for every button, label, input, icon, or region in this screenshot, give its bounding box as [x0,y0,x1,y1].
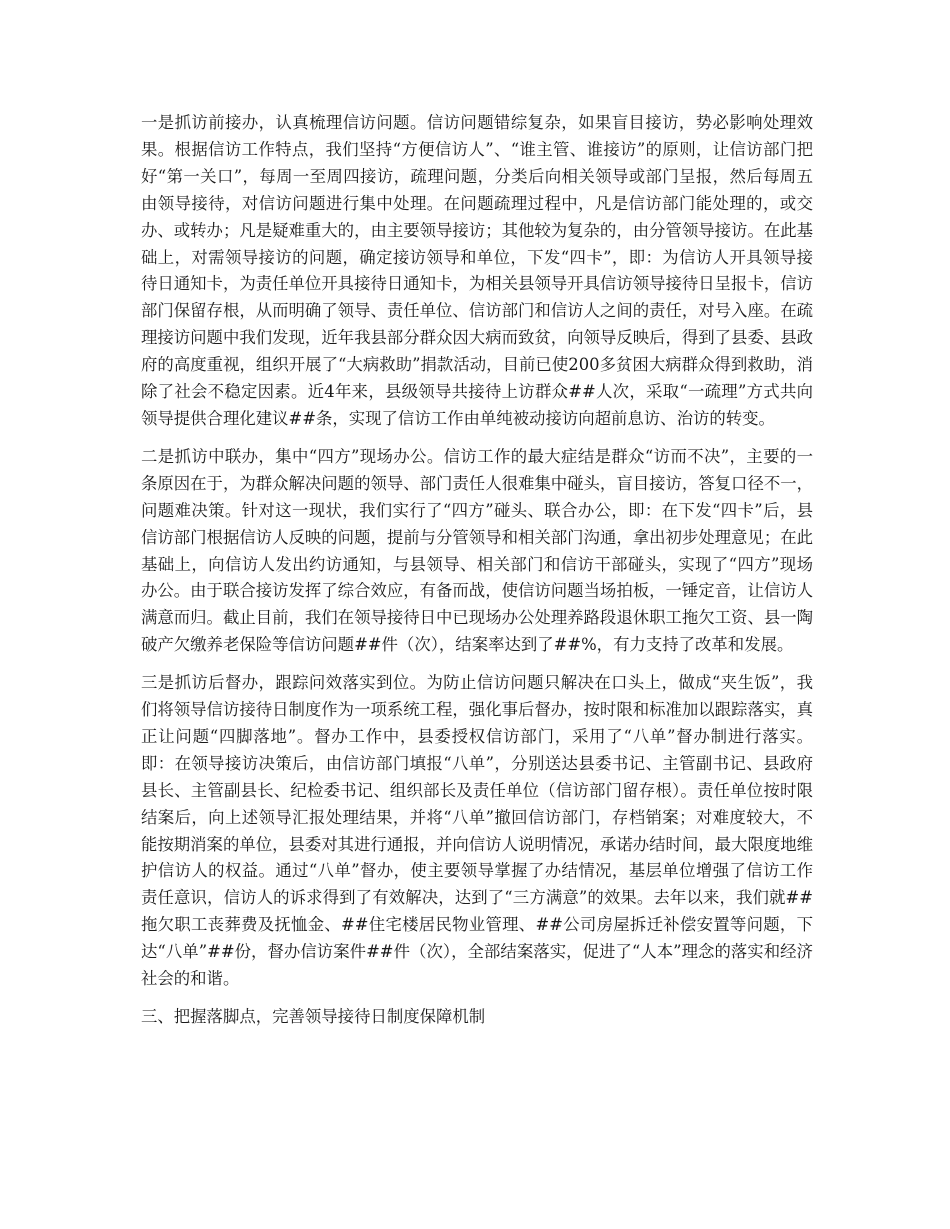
section-heading: 三、把握落脚点，完善领导接待日制度保障机制 [141,1007,486,1026]
document-body [141,110,813,1031]
paragraph-post-visit: 三是抓访后督办，跟踪问效落实到位。为防止信访问题只解决在口头上，做成“夹生饭”，我们将领导信访接待日制度作为一项系统工程，强化事后督办，按时限和标准加以跟踪落实，真正让问题“四脚落地”。督办工作中，县委授权信访部门，采用了“八单”督办制进行落实。即：在领导接访决策后，由信访部门填报“八单”，分别送达县委书记、主管副书记、县政府县长、主管副县长、纪检委书记、组织部长及责任单位（信访部门留存根）。责任单位按时限结案后，向上述领导汇报处理结果，并将“八单”撤回信访部门，存档销案；对难度较大，不能按期消案的单位，县委对其进行通报，并向信访人说明情况，承诺办结时间，最大限度地维护信访人的权益。通过“八单”督办，使主要领导掌握了办结情况，基层单位增强了信访工作责任意识，信访人的诉求得到了有效解决，达到了“三方满意”的效果。去年以来，我们就##拖欠职工丧葬费及抚恤金、##住宅楼居民物业管理、##公司房屋拆迁补偿安置等问题，下达“八单”##份，督办信访案件##件（次），全部结案落实，促进了“人本”理念的落实和经济社会的和谐。 [141,673,814,989]
paragraph-mid-visit: 二是抓访中联办，集中“四方”现场办公。信访工作的最大症结是群众“访而不决”，主要的一条原因在于，为群众解决问题的领导、部门责任人很难集中碰头，盲目接访，答复口径不一，问题难决策。针对这一现状，我们实行了“四方”碰头、联合办公，即：在下发“四卡”后，县信访部门根据信访人反映的问题，提前与分管领导和相关部门沟通，拿出初步处理意见；在此基础上，向信访人发出约访通知，与县领导、相关部门和信访干部碰头，实现了“四方”现场办公。由于联合接访发挥了综合效应，有备而战，使信访问题当场拍板，一锤定音，让信访人满意而归。截止目前，我们在领导接待日中已现场办公处理养路段退休职工拖欠工资、县一陶破产欠缴养老保险等信访问题##件（次），结案率达到了##%，有力支持了改革和发展。 [141,446,814,655]
paragraph-pre-visit: 一是抓访前接办，认真梳理信访问题。信访问题错综复杂，如果盲目接访，势必影响处理效果。根据信访工作特点，我们坚持“方便信访人”、“谁主管、谁接访”的原则，让信访部门把好“第一关口”，每周一至周四接访，疏理问题，分类后向相关领导或部门呈报，然后每周五由领导接待，对信访问题进行集中处理。在问题疏理过程中，凡是信访部门能处理的，或交办、或转办；凡是疑难重大的，由主要领导接访；其他较为复杂的，由分管领导接访。在此基础上，对需领导接访的问题，确定接访领导和单位，下发“四卡”，即：为信访人开具领导接待日通知卡，为责任单位开具接待日通知卡，为相关县领导开具信访领导接待日呈报卡，信访部门保留存根，从而明确了领导、责任单位、信访部门和信访人之间的责任，对号入座。在疏理接访问题中我们发现，近年我县部分群众因大病而致贫，向领导反映后，得到了县委、县政府的高度重视，组织开展了“大病救助”捐款活动，目前已使200多贫困大病群众得到救助，消除了社会不稳定因素。近4年来，县级领导共接待上访群众##人次，采取“一疏理”方式共向领导提供合理化建议##条，实现了信访工作由单纯被动接访向超前息访、治访的转变。 [141,113,814,428]
